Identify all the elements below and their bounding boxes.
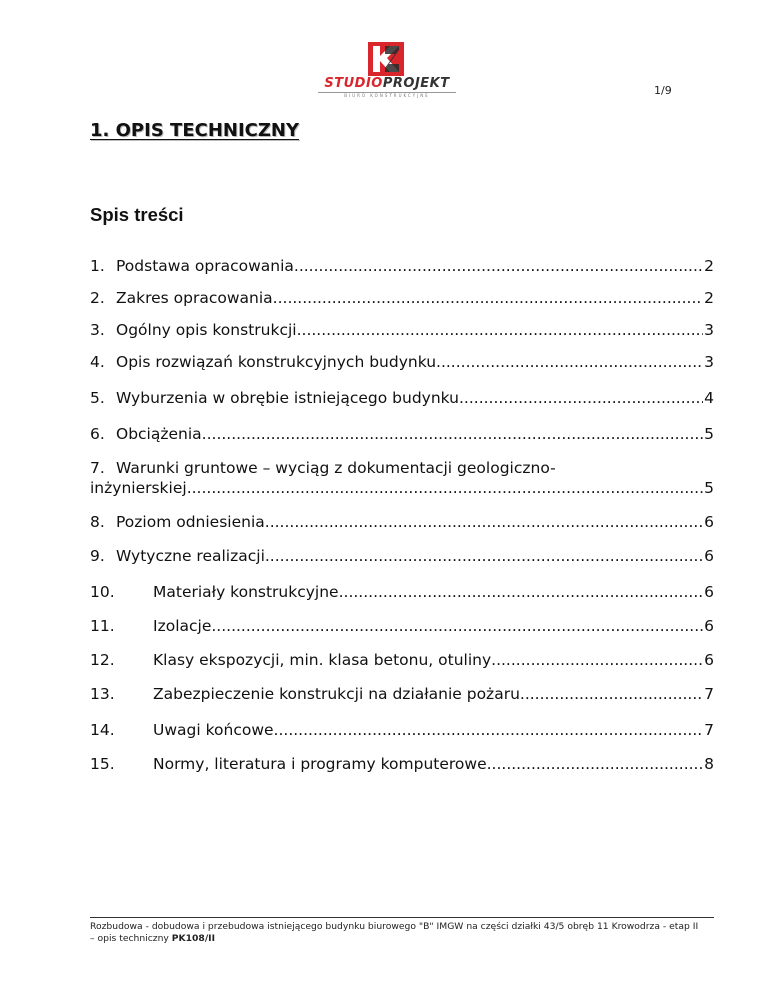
toc-leader: [211, 616, 703, 636]
toc-entry-page: 7: [704, 685, 714, 703]
section-heading: 1. OPIS TECHNICZNY: [90, 120, 300, 141]
toc-entry-text: Wyburzenia w obrębie istniejącego budynku: [116, 389, 459, 407]
toc-title: Spis treści: [90, 204, 184, 225]
toc-entry-number: 15.: [90, 755, 115, 773]
toc-entry[interactable]: [90, 720, 714, 740]
toc-leader: [492, 754, 704, 774]
toc-entry-number: 3.: [90, 321, 105, 339]
toc-entry-number: 2.: [90, 289, 105, 307]
toc-entry-page: 6: [704, 617, 714, 635]
toc-entry-page: 4: [704, 389, 714, 407]
toc-entry-page: 6: [704, 651, 714, 669]
toc-leader: [202, 424, 703, 444]
toc-entry[interactable]: [90, 582, 714, 602]
toc-entry[interactable]: [90, 458, 714, 498]
toc-entry-page: 3: [704, 321, 714, 339]
toc-entry-page: 3: [704, 353, 714, 371]
toc-entry-text: Izolacje: [153, 617, 212, 635]
logo-wordmark: [316, 76, 458, 91]
footer-text: Rozbudowa - dobudowa i przebudowa istniejącego budynku biurowego "B" IMGW na części działki 43/5 obręb 11 Krowodrza - etap II – opis techniczny: [90, 921, 699, 944]
toc-entry-page: 2: [704, 257, 714, 275]
toc-entry[interactable]: [90, 512, 714, 532]
toc-entry-number: 5.: [90, 389, 105, 407]
toc-entry-number: 7.: [90, 459, 105, 477]
toc-entry[interactable]: [90, 754, 714, 774]
toc-entry-text: Obciążenia: [116, 425, 202, 443]
toc-entry-number: 10.: [90, 583, 115, 601]
toc-entry-number: 11.: [90, 617, 115, 635]
page-number: 1/9: [654, 84, 672, 97]
toc-entry[interactable]: [90, 388, 714, 408]
toc-leader: [265, 512, 703, 532]
logo-subtitle: BIURO KONSTRUKCYJNE: [344, 93, 430, 98]
footer-rule: [90, 917, 714, 918]
toc-leader: [187, 478, 703, 498]
toc-entry-page: 7: [704, 721, 714, 739]
toc-entry-page: 6: [704, 583, 714, 601]
toc-entry[interactable]: [90, 352, 714, 372]
logo-mark-icon: [368, 42, 404, 76]
toc-entry-page: 8: [704, 755, 714, 773]
company-logo: [316, 42, 458, 102]
toc-entry-page: 2: [704, 289, 714, 307]
toc-entry[interactable]: [90, 256, 714, 276]
toc-leader: [274, 720, 704, 740]
toc-entry[interactable]: [90, 650, 714, 670]
toc-entry-text: Ogólny opis konstrukcji.: [116, 321, 302, 339]
toc-entry[interactable]: [90, 320, 714, 340]
toc-entry[interactable]: [90, 424, 714, 444]
footer: [90, 921, 700, 945]
toc-entry-number: 14.: [90, 721, 115, 739]
toc-entry-page: 5: [704, 425, 714, 443]
toc-leader: [302, 320, 704, 340]
toc-entry-number: 6.: [90, 425, 105, 443]
toc-entry-text: Uwagi końcowe: [153, 721, 274, 739]
toc-entry-number: 9.: [90, 547, 105, 565]
toc-entry[interactable]: [90, 288, 714, 308]
toc-leader: [520, 684, 703, 704]
toc-entry-number: 13.: [90, 685, 115, 703]
toc-entry-number: 8.: [90, 513, 105, 531]
toc-leader: [436, 352, 703, 372]
toc-entry-text: Klasy ekspozycji, min. klasa betonu, otuliny: [153, 651, 492, 669]
logo-word-dark: PROJEKT: [382, 76, 450, 91]
toc-entry-number: 4.: [90, 353, 105, 371]
toc-entry-text: Wytyczne realizacji: [116, 547, 265, 565]
toc-entry-text: Warunki gruntowe – wyciąg z dokumentacji geologiczno-: [116, 459, 556, 477]
toc-entry-number: 1.: [90, 257, 105, 275]
toc-leader: [299, 256, 703, 276]
toc-entry-text: Materiały konstrukcyjne: [153, 583, 339, 601]
toc-entry[interactable]: [90, 684, 714, 704]
toc-leader: [459, 388, 703, 408]
toc-entry-text: Opis rozwiązań konstrukcyjnych budynku: [116, 353, 437, 371]
toc-entry-page: 6: [704, 513, 714, 531]
toc-entry-text: Zakres opracowania.: [116, 289, 278, 307]
toc-leader: [339, 582, 704, 602]
toc-entry-page: 6: [704, 547, 714, 565]
toc-entry[interactable]: [90, 616, 714, 636]
toc-entry-page: 5: [704, 479, 714, 497]
logo-word-red: STUDIO: [324, 76, 383, 91]
toc-entry-number: 12.: [90, 651, 115, 669]
footer-code: PK108/II: [171, 933, 216, 944]
toc-leader: [491, 650, 703, 670]
toc-entry-text-continued: inżynierskiej: [90, 479, 187, 497]
toc-leader: [278, 288, 704, 308]
toc-entry-text: Poziom odniesienia: [116, 513, 265, 531]
toc-entry-text: Podstawa opracowania.: [116, 257, 299, 275]
toc-entry-text: Zabezpieczenie konstrukcji na działanie pożaru: [153, 685, 520, 703]
toc-entry-text: Normy, literatura i programy komputerowe.: [153, 755, 492, 773]
toc-leader: [265, 546, 703, 566]
toc-entry[interactable]: [90, 546, 714, 566]
